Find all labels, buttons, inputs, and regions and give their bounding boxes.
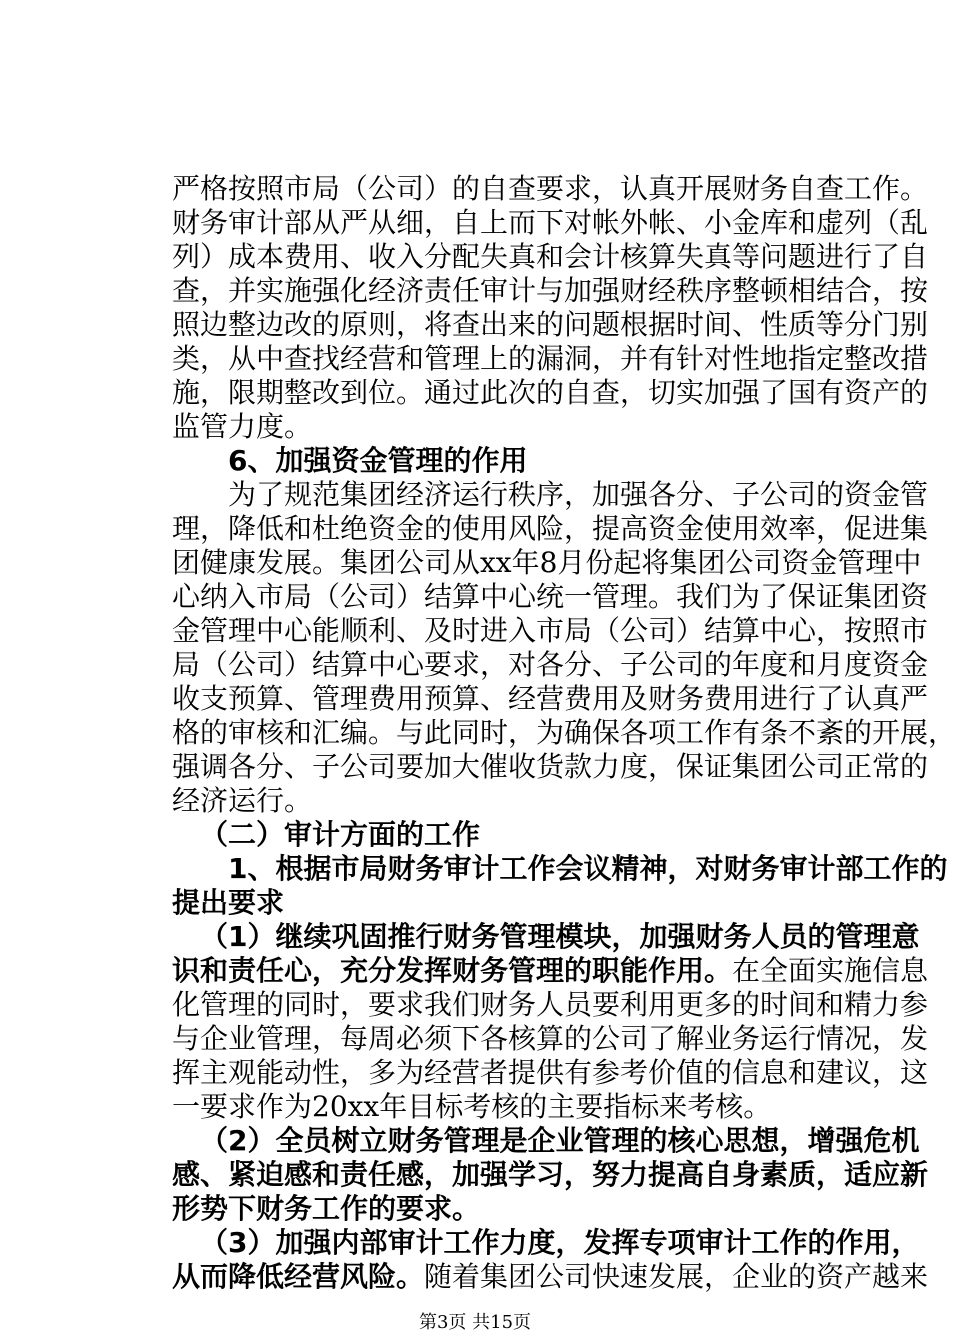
paragraph-line: 强调各分、子公司要加大催收货款力度，保证集团公司正常的: [172, 750, 929, 783]
paragraph-line: [172, 954, 929, 988]
emphasis-text: 识和责任心，充分发挥财务管理的职能作用。: [172, 954, 733, 987]
paragraph-line: 金管理中心能顺利、及时进入市局（公司）结算中心，按照市: [172, 614, 929, 647]
paragraph-line: 为了规范集团经济运行秩序，加强各分、子公司的资金管: [228, 478, 929, 511]
emphasis-line: 形势下财务工作的要求。: [172, 1192, 481, 1225]
subsection-heading: 1、根据市局财务审计工作会议精神，对财务审计部工作的: [228, 852, 948, 885]
emphasis-line: （3）加强内部审计工作力度，发挥专项审计工作的作用，: [200, 1226, 920, 1259]
emphasis-line: 感、紧迫感和责任感，加强学习，努力提高自身素质，适应新: [172, 1158, 929, 1191]
paragraph-line: 团健康发展。集团公司从xx年8月份起将集团公司资金管理中: [172, 546, 922, 579]
paragraph-line: 监管力度。: [172, 410, 313, 443]
paragraph-line: 一要求作为20xx年目标考核的主要指标来考核。: [172, 1090, 772, 1123]
paragraph-text: 随着集团公司快速发展，企业的资产越来: [424, 1260, 929, 1293]
paragraph-line: 收支预算、管理费用预算、经营费用及财务费用进行了认真严: [172, 682, 929, 715]
section-heading: 6、加强资金管理的作用: [228, 444, 528, 477]
paragraph-line: 格的审核和汇编。与此同时，为确保各项工作有条不紊的开展，: [172, 716, 956, 749]
page-number-footer: 第3页 共15页: [418, 1312, 532, 1333]
emphasis-text: 从而降低经营风险。: [172, 1260, 425, 1293]
paragraph-line: 理，降低和杜绝资金的使用风险，提高资金使用效率，促进集: [172, 512, 929, 545]
paragraph-line: 化管理的同时，要求我们财务人员要利用更多的时间和精力参: [172, 988, 929, 1021]
paragraph-line: 心纳入市局（公司）结算中心统一管理。我们为了保证集团资: [172, 580, 929, 613]
paragraph-line: 照边整边改的原则，将查出来的问题根据时间、性质等分门别: [172, 308, 929, 341]
paragraph-line: 列）成本费用、收入分配失真和会计核算失真等问题进行了自: [172, 240, 929, 273]
emphasis-line: （1）继续巩固推行财务管理模块，加强财务人员的管理意: [200, 920, 920, 953]
emphasis-line: （2）全员树立财务管理是企业管理的核心思想，增强危机: [200, 1124, 920, 1157]
paragraph-line: 经济运行。: [172, 784, 313, 817]
section-heading: （二）审计方面的工作: [200, 818, 481, 851]
paragraph-line: 施，限期整改到位。通过此次的自查，切实加强了国有资产的: [172, 376, 929, 409]
subsection-heading: 提出要求: [172, 886, 285, 919]
paragraph-text: 在全面实施信息: [732, 954, 929, 987]
paragraph-line: [172, 1260, 929, 1294]
paragraph-line: 类，从中查找经营和管理上的漏洞，并有针对性地指定整改措: [172, 342, 929, 375]
paragraph-line: 严格按照市局（公司）的自查要求，认真开展财务自查工作。: [172, 172, 929, 205]
paragraph-line: 查，并实施强化经济责任审计与加强财经秩序整顿相结合，按: [172, 274, 929, 307]
paragraph-line: 局（公司）结算中心要求，对各分、子公司的年度和月度资金: [172, 648, 929, 681]
paragraph-line: 财务审计部从严从细，自上而下对帐外帐、小金库和虚列（乱: [172, 206, 929, 239]
paragraph-line: 与企业管理，每周必须下各核算的公司了解业务运行情况，发: [172, 1022, 929, 1055]
paragraph-line: 挥主观能动性，多为经营者提供有参考价值的信息和建议，这: [172, 1056, 929, 1089]
